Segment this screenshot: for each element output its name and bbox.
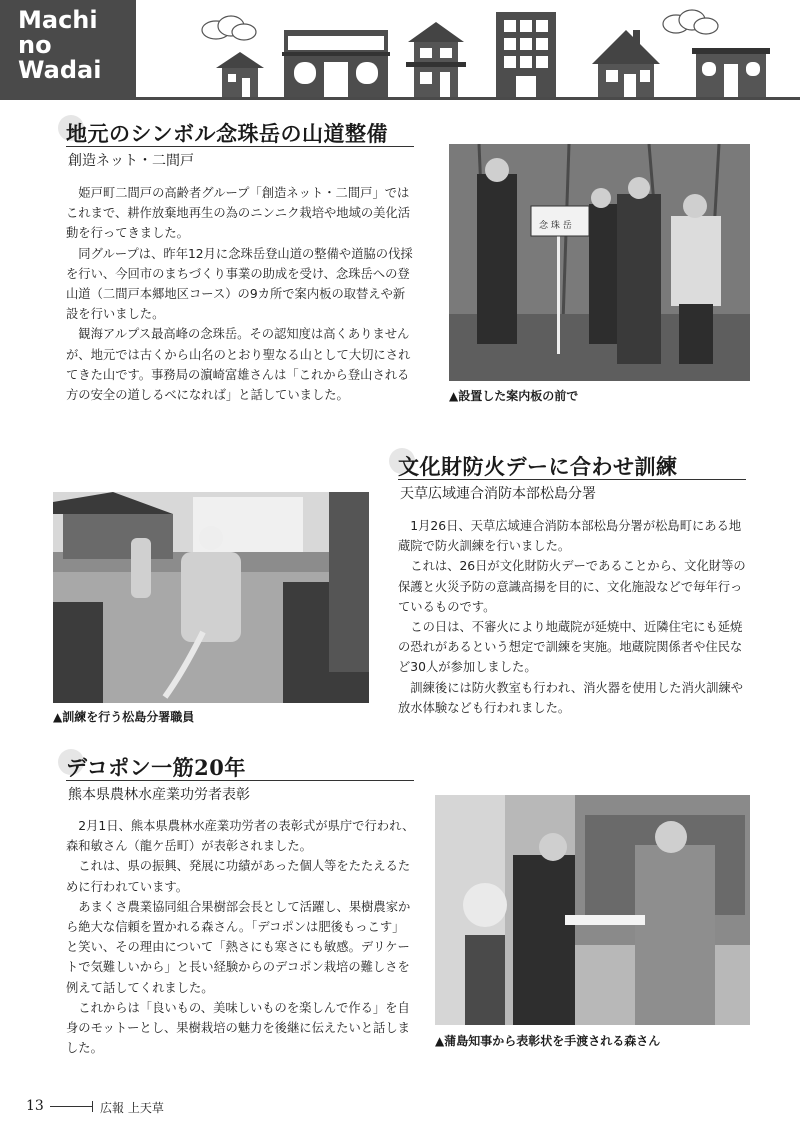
article-2-paragraph: 1月26日、天草広域連合消防本部松島分署が松島町にある地蔵院で防火訓練を行いました。: [398, 519, 742, 554]
article-1-paragraph: 姫戸町二間戸の高齢者グループ「創造ネット・二間戸」ではこれまで、耕作放棄地再生の為のニンニク栽培や地域の美化活動を行ってきました。: [66, 186, 411, 241]
article-1-rule: [66, 146, 414, 147]
footer-tick: [92, 1101, 93, 1112]
townscape-illustration: [136, 0, 800, 97]
publication-name: 広報 上天草: [100, 1101, 164, 1115]
page-header: [0, 0, 800, 100]
article-2-headline: 文化財防火デーに合わせ訓練: [398, 454, 678, 479]
article-2-paragraph: この日は、不審火により地蔵院が延焼中、近隣住宅にも延焼の恐れがあるという想定で訓練を実施。地蔵院関係者や住民など30人が参加しました。: [398, 620, 743, 675]
article-3-paragraph: これからは「良いもの、美味しいものを楽しんで作る」を自身のモットーとし、果樹栽培の魅力を後継に伝えたいと話しました。: [66, 1000, 410, 1056]
article-1-body: [66, 183, 416, 405]
group-with-signboard-photo: [449, 144, 750, 381]
article-3-body: [66, 816, 416, 1058]
article-2-paragraph: これは、26日が文化財防火デーであることから、文化財等の保護と火災予防の意識高揚を目的に、文化施設などで毎年行っているものです。: [398, 559, 746, 614]
article-3-paragraph: 2月1日、熊本県農林水産業功労者の表彰式が県庁で行われ、森和敏さん（龍ケ岳町）が表彰されました。: [66, 819, 415, 854]
article-3-headline: デコポン一筋20年: [66, 755, 246, 780]
logo-line-2: no: [18, 31, 52, 59]
article-2-body: [398, 516, 750, 718]
award-ceremony-photo: [435, 795, 750, 1025]
firefighter-drill-photo: [53, 492, 369, 703]
signboard-text: 念 珠 岳: [539, 221, 572, 231]
article-2-photo: [53, 492, 369, 703]
article-3-rule: [66, 780, 414, 781]
article-2-rule: [398, 479, 746, 480]
article-1-headline: 地元のシンボル念珠岳の山道整備: [66, 121, 388, 146]
article-3-paragraph: あまくさ農業協同組合果樹部会長として活躍し、果樹農家から絶大な信頼を置かれる森さん。「デコポンは肥後もっこす」と笑い、その理由について「熱さにも寒さにも敏感。デリケートで気難しいから」と長い経験からのデコポン栽培の難しさを例えて話してくれました。: [66, 899, 411, 995]
article-1-subhead: 創造ネット・二間戸: [68, 153, 194, 169]
page-number: 13: [26, 1098, 44, 1114]
logo-line-3: Wadai: [18, 56, 102, 84]
article-3-subhead: 熊本県農林水産業功労者表彰: [68, 787, 250, 803]
header-divider: [136, 97, 800, 100]
logo-line-1: Machi: [18, 6, 98, 34]
article-2-paragraph: 訓練後には防火教室も行われ、消火器を使用した消火訓練や放水体験なども行われました。: [398, 680, 744, 715]
footer-rule: [50, 1106, 92, 1107]
article-1-paragraph: 観海アルプス最高峰の念珠岳。その認知度は高くありませんが、地元では古くから山名のとおり聖なる山として大切にされてきた山です。事務局の濵崎富雄さんは「これから登山される方の安全の道しるべになれば」と話していました。: [66, 327, 411, 403]
section-logo: [0, 0, 136, 100]
article-3-paragraph: これは、県の振興、発展に功績があった個人等をたたえるために行われています。: [66, 859, 411, 894]
article-1-paragraph: 同グループは、昨年12月に念珠岳登山道の整備や道脇の伐採を行い、今回市のまちづくり事業の助成を受け、念珠岳への登山道（二間戸本郷地区コース）の9カ所で案内板の取替えや新設を行いました。: [66, 246, 413, 322]
article-1-photo: [449, 144, 750, 381]
article-3-photo: [435, 795, 750, 1025]
article-1-caption: ▲設置した案内板の前で: [449, 389, 579, 403]
article-3-caption: ▲蒲島知事から表彰状を手渡される森さん: [435, 1034, 661, 1048]
article-2-caption: ▲訓練を行う松島分署職員: [53, 710, 195, 724]
article-2-subhead: 天草広域連合消防本部松島分署: [400, 486, 596, 502]
